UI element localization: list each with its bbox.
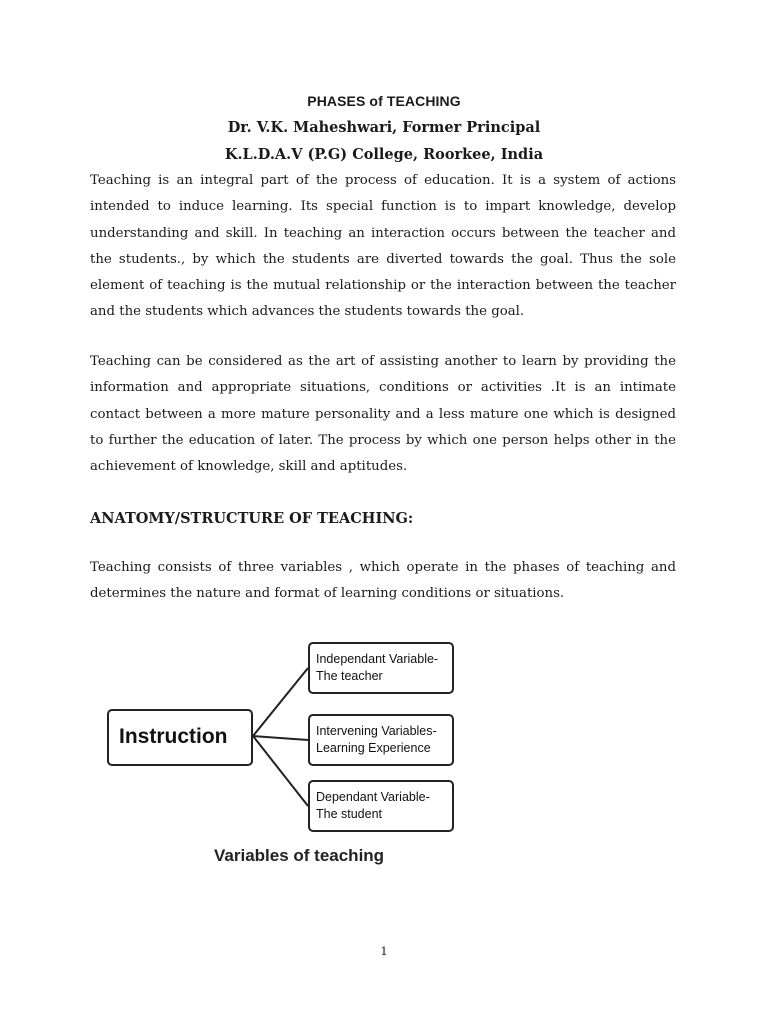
document-title: PHASES of TEACHING	[307, 93, 461, 109]
independent-variable-box	[308, 642, 454, 694]
dependent-variable-subtitle: The student	[316, 807, 383, 821]
author-line: Dr. V.K. Maheshwari, Former Principal	[227, 119, 541, 136]
connector-line-top	[253, 668, 308, 736]
paragraph-intro: Teaching is an integral part of the process of education. It is a system of actions intended to induce learning. Its special function is to impart knowledge, develop understanding and skill. In teaching an interaction occurs between the teacher and the students., by which the students are diverted towards the goal. Thus the sole element of teaching is the mutual relationship or the interaction between the teacher and the students which advances the students towards the goal.	[90, 173, 676, 320]
dependent-variable-title: Dependant Variable-	[316, 790, 430, 804]
intervening-variable-title: Intervening Variables-	[316, 724, 437, 738]
section-heading: ANATOMY/STRUCTURE OF TEACHING:	[90, 510, 414, 527]
independent-variable-subtitle: The teacher	[316, 669, 383, 683]
page-number: 1	[380, 944, 388, 958]
college-line: K.L.D.A.V (P.G) College, Roorkee, India	[224, 146, 544, 163]
paragraph-variables: Teaching consists of three variables , which operate in the phases of teaching and determines the nature and format of learning conditions or situations.	[90, 560, 676, 602]
intervening-variable-subtitle: Learning Experience	[316, 741, 431, 755]
diagram-caption: Variables of teaching	[214, 846, 385, 865]
variables-diagram	[96, 632, 466, 878]
independent-variable-title: Independant Variable-	[316, 652, 439, 666]
paragraph-art-of-teaching: Teaching can be considered as the art of assisting another to learn by providing the information and appropriate situations, conditions or activities .It is an intimate contact between a more mature personality and a less mature one which is designed to further the education of later. The process by which one person helps other in the achievement of knowledge, skill and aptitudes.	[90, 354, 676, 475]
connector-line-middle	[253, 736, 308, 740]
dependent-variable-box	[308, 780, 454, 832]
connector-line-bottom	[253, 736, 308, 806]
instruction-box: Instruction	[107, 709, 253, 766]
intervening-variable-box	[308, 714, 454, 766]
